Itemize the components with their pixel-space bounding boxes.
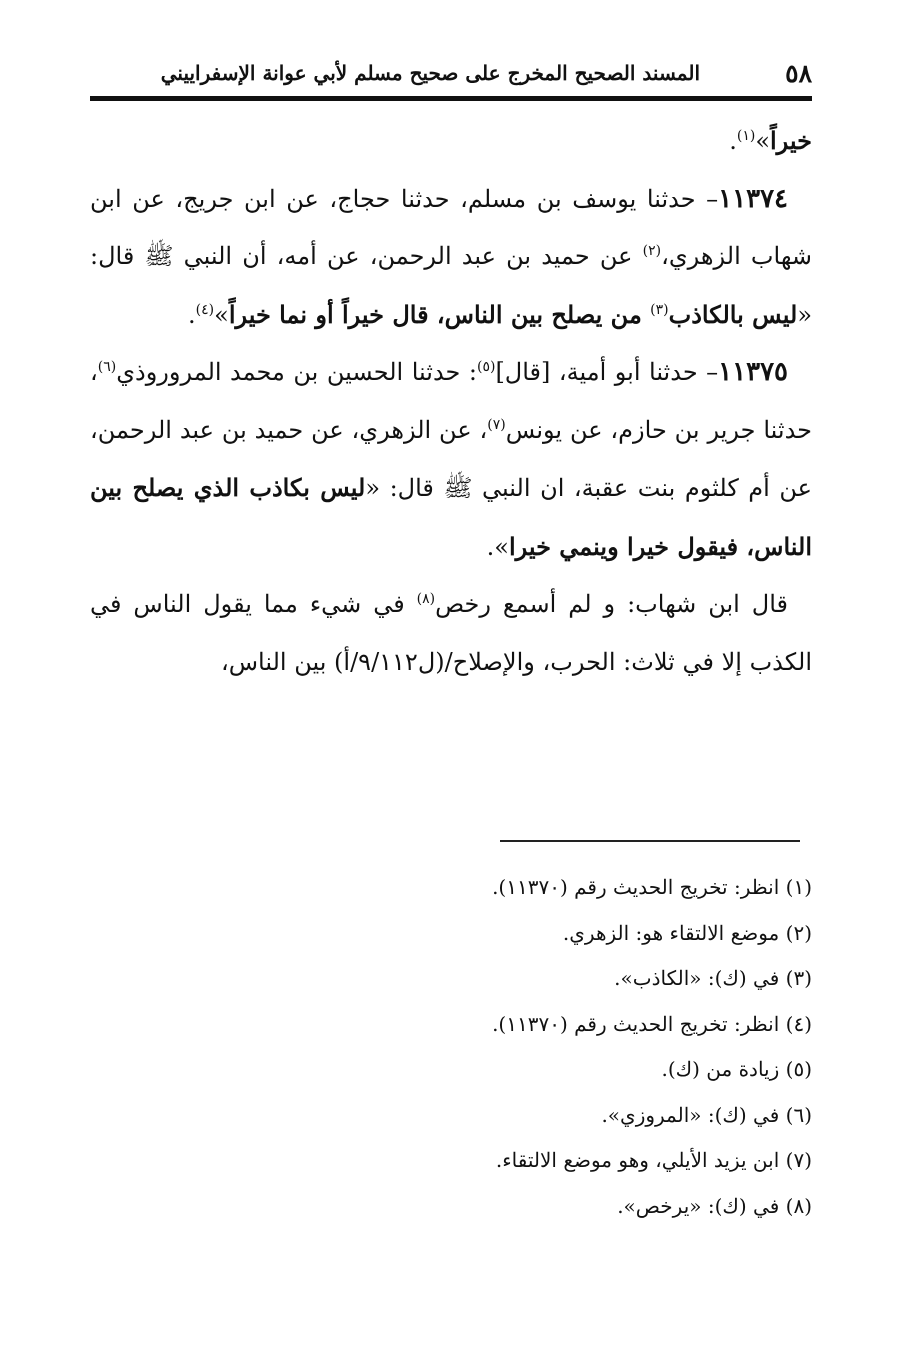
- hadith-number: ١١٣٧٤: [718, 183, 788, 214]
- footnote: (١) انظر: تخريج الحديث رقم (١١٣٧٠).: [492, 875, 812, 899]
- footnote-ref: (٥): [476, 359, 496, 375]
- footnote-ref: (١): [736, 128, 756, 144]
- footnote: (٢) موضع الالتقاء هو: الزهري.: [562, 920, 812, 945]
- hadith-quote: ليس بالكاذب: [668, 299, 798, 329]
- footnote: (٦) في (ك): «المروزي».: [601, 1102, 812, 1127]
- page-header: [90, 55, 812, 97]
- footnote: (٥) زيادة من (ك).: [661, 1057, 812, 1081]
- header-rule: [90, 96, 812, 101]
- footnote-ref: (٧): [487, 416, 506, 433]
- footnote-ref: (٢): [642, 243, 662, 259]
- hadith-11374: ١١٣٧٤– حدثنا يوسف بن مسلم، حدثنا حجاج، عن ابن جريج، عن ابن شهاب الزهري،$^{(٢)}$ عن حميد بن عبد الرحمن، عن أمه، أن النبي ﷺ قال: «ليس بالكاذب$^{(٣)}$ من يصلح بين الناس، قال خيراً أو نما خيراً»$^{(٤)}$.: [90, 183, 813, 329]
- main-text: [90, 112, 812, 691]
- footnote-ref: (٤): [195, 301, 215, 318]
- ibn-shihab-statement: قال ابن شهاب: و لم أسمع رخص$^{(٨)}$ في شيء مما يقول الناس في الكذب إلا في ثلاث: الحرب، والإصلاح/(ل٩/١١٢/أ) بين الناس،: [90, 590, 812, 676]
- footnote-rule: [500, 840, 800, 842]
- footnote: (٨) في (ك): «يرخص».: [617, 1193, 812, 1218]
- footnote-ref: (٣): [650, 301, 669, 318]
- hadith-quote: من يصلح بين الناس، قال خيراً أو نما خيراً: [228, 299, 651, 329]
- footnote: (٤) انظر: تخريج الحديث رقم (١١٣٧٠).: [492, 1011, 812, 1036]
- hadith-number: ١١٣٧٥: [718, 357, 788, 387]
- footnotes: [90, 865, 812, 1229]
- running-title: المسند الصحيح المخرج على صحيح مسلم لأبي عوانة الإسفراييني: [160, 61, 700, 85]
- footnote-ref: (٨): [416, 591, 436, 607]
- hadith-quote: ليس بكاذب الذي يصلح بين الناس، فيقول خيرا وينمي خيرا: [90, 473, 812, 561]
- page-number: ٥٨: [785, 59, 812, 88]
- paragraph-continuation: خيراً»$^{(١)}$.: [729, 126, 812, 155]
- footnote: (٧) ابن يزيد الأيلي، وهو موضع الالتقاء.: [495, 1148, 812, 1172]
- footnote: (٣) في (ك): «الكاذب».: [614, 966, 812, 990]
- hadith-11375: ١١٣٧٥– حدثنا أبو أمية، [قال]$^{(٥)}$: حدثنا الحسين بن محمد المروروذي$^{(٦)}$، حدثنا جرير بن حازم، عن يونس$^{(٧)}$، عن الزهري، عن حميد بن عبد الرحمن، عن أم كلثوم بنت عقبة، ان النبي ﷺ قال: «ليس بكاذب الذي يصلح بين الناس، فيقول خيرا وينمي خيرا».: [90, 357, 812, 561]
- footnote-ref: (٦): [97, 359, 117, 375]
